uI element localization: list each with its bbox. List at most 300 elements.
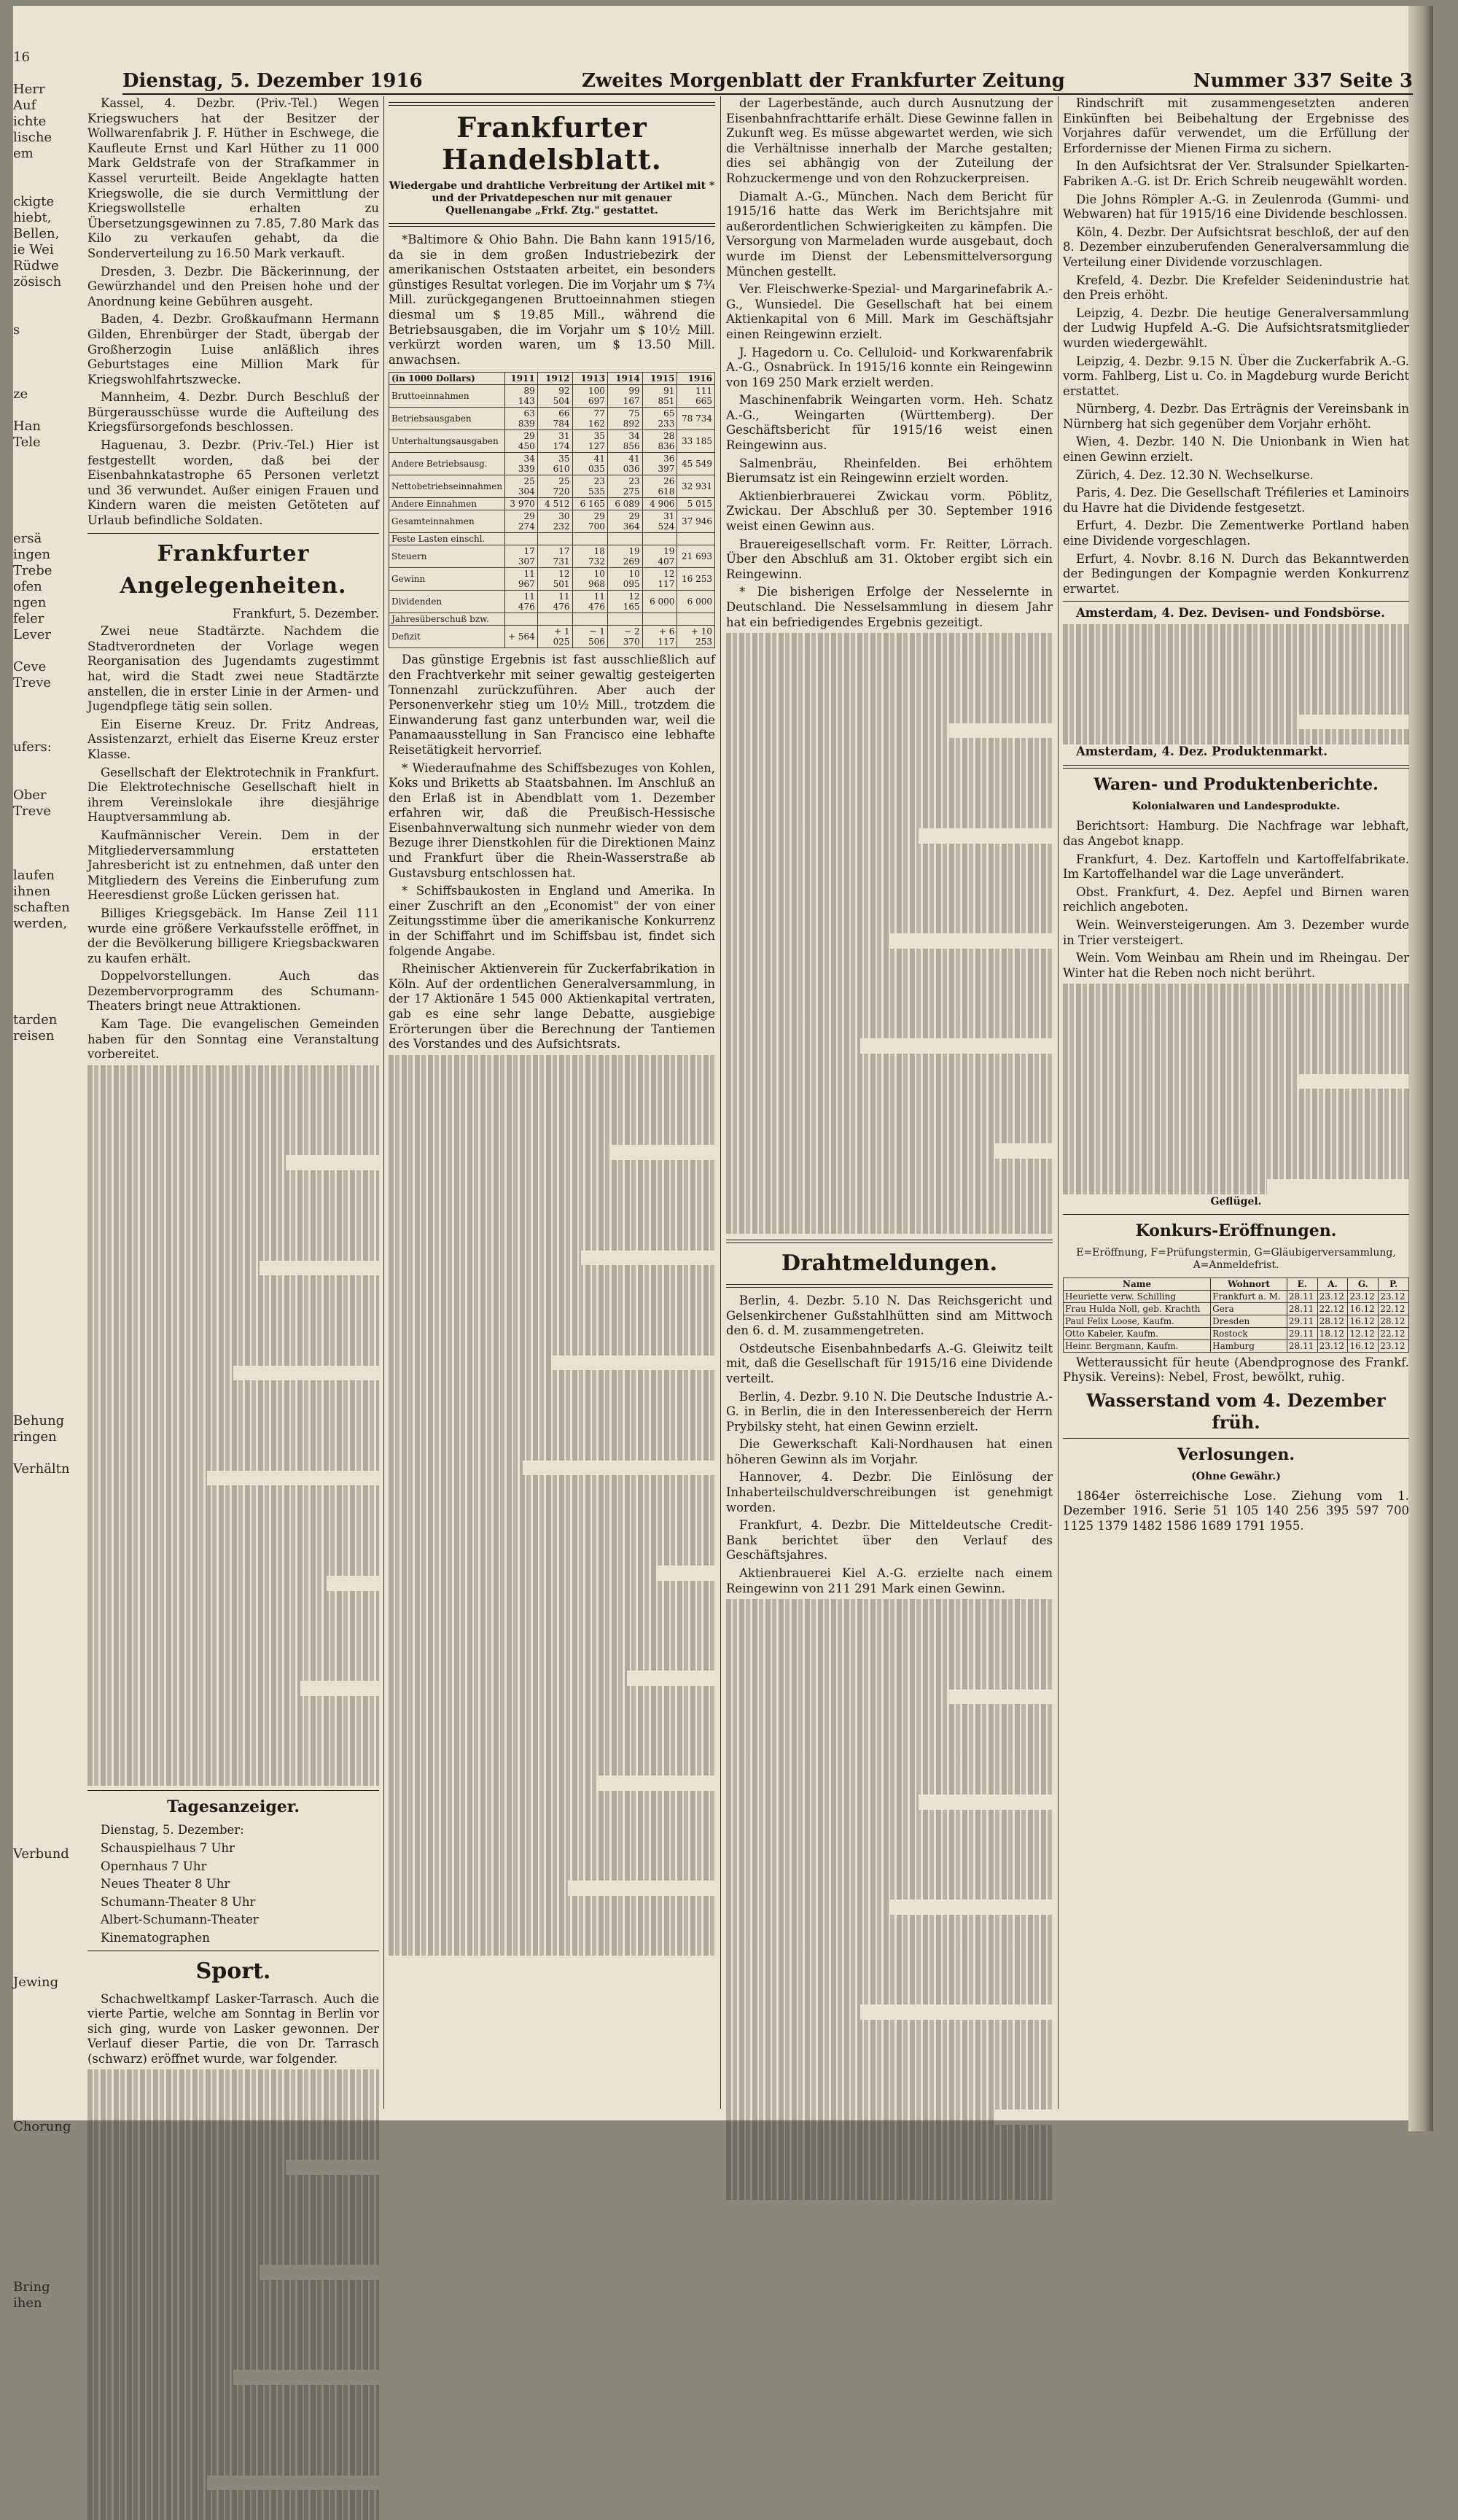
margin-fragment	[13, 1092, 42, 1108]
table-cell: − 1 506	[572, 626, 607, 648]
margin-fragment: werden,	[13, 916, 68, 931]
table-cell: 23.12	[1379, 1290, 1409, 1302]
margin-fragment	[13, 996, 42, 1012]
margin-fragment	[13, 1878, 42, 1894]
article-paragraph: Kam Tage. Die evangelischen Gemeinden haben für den Sonntag eine Veranstaltung vorbereitet.	[87, 1017, 379, 1062]
section-title-wasserstand: Wasserstand vom 4. Dezember früh.	[1086, 1389, 1386, 1433]
amsterdam-fx-heading: Amsterdam, 4. Dez. Devisen- und Fondsbörse.	[1076, 606, 1385, 621]
tagesanzeiger-entry: Schumann-Theater 8 Uhr	[101, 1894, 256, 1909]
article-paragraph: der Lagerbestände, auch durch Ausnutzung der Eisenbahnfrachttarife erhält. Diese Gewinne fallen in Zukunft weg. Es müsse abgewartet werden, wie sich die Verhältnisse innerhalb der Marche gestalten; dies sei abhängig von der Zuteilung der Rohzuckermenge und von den Rohzuckerpreisen.	[726, 96, 1053, 185]
article-paragraph: Leipzig, 4. Dezbr. 9.15 N. Über die Zuckerfabrik A.-G. vorm. Fahlberg, List u. Co. in Magdeburg wurde Bericht erstattet.	[1063, 354, 1409, 398]
table-cell: 41 036	[607, 453, 642, 475]
table-header: 1913	[572, 373, 607, 385]
margin-fragment	[13, 1509, 42, 1525]
table-cell: 29 274	[505, 510, 538, 533]
margin-fragment	[13, 1942, 42, 1959]
margin-fragment	[13, 290, 42, 306]
table-cell: 28.11	[1287, 1290, 1317, 1302]
table-row	[389, 408, 715, 430]
margin-fragment	[13, 1076, 42, 1092]
table-row	[389, 591, 715, 613]
margin-fragment	[13, 1686, 42, 1702]
table-header: 1912	[537, 373, 572, 385]
article-paragraph: *Baltimore & Ohio Bahn. Die Bahn kann 1915/16, da sie in dem großen Industriebezirk der amerikanischen Oststaaten arbeitet, ein besonders günstiges Resultat vorlegen. Die im Vorjahr um $ 7¾ Mill. zurückgegangenen Bruttoeinnahmen stiegen diesmal um $ 19.85 Mill., während die Betriebsausgaben, die im Vorjahr um $ 10½ Mill. verkürzt worden waren, um $ 13.50 Mill. anwachsen.	[389, 233, 715, 367]
table-cell: 23.12	[1317, 1339, 1348, 1352]
table-cell	[642, 533, 677, 545]
table-cell: 29 364	[607, 510, 642, 533]
margin-fragment	[13, 2135, 42, 2151]
article-paragraph: Obst. Frankfurt, 4. Dez. Aepfel und Birnen waren reichlich angeboten.	[1063, 884, 1409, 914]
margin-fragment	[13, 1445, 42, 1461]
margin-fragment	[13, 1124, 42, 1140]
table-cell: 25 720	[537, 475, 572, 498]
article-paragraph: * Die bisherigen Erfolge der Nesselernte in Deutschland. Die Nesselsammlung in diesem Jahr hat ein befriedigendes Ergebnis gezeitigt.	[726, 585, 1053, 629]
margin-fragment	[13, 467, 42, 483]
margin-fragment	[13, 2167, 42, 2183]
article-text-lines	[726, 1599, 1053, 2200]
table-cell: Frau Hulda Noll, geb. Krachth	[1064, 1302, 1211, 1315]
article-paragraph: Rindschrift mit zusammengesetzten anderen Einkünften bei Beibehaltung der Ergebnisse des Vorjahres dafür verwendet, um die Erfüllung der Erfordernisse der Mienen Firma zu sichern.	[1063, 96, 1409, 155]
margin-fragment	[13, 980, 42, 996]
margin-fragment: ofen	[13, 579, 42, 594]
margin-fragment	[13, 1654, 42, 1670]
margin-fragment	[13, 948, 42, 964]
margin-fragment	[13, 2263, 42, 2279]
margin-fragment: ngen	[13, 595, 47, 610]
article-paragraph: Dresden, 3. Dezbr. Die Bäckerinnung, der Gewürzhandel und den Preisen hohe und der Anordnung keine Gebühren ausgeht.	[87, 264, 379, 308]
column-4	[1063, 96, 1409, 2109]
article-text-lines	[1063, 624, 1409, 744]
article-paragraph: Maschinenfabrik Weingarten vorm. Heh. Schatz A.-G., Weingarten (Württemberg). Der Geschäftsbericht für 1915/16 weist einen Reingewinn aus.	[726, 393, 1053, 453]
margin-fragment: Behung	[13, 1413, 65, 1428]
margin-fragment	[13, 2103, 42, 2119]
margin-fragment	[13, 1365, 42, 1381]
page-header	[122, 70, 1413, 95]
margin-fragment	[13, 1349, 42, 1365]
margin-fragment	[13, 1140, 42, 1156]
margin-fragment	[13, 1991, 42, 2007]
table-cell: 5 015	[677, 498, 715, 510]
margin-fragment	[13, 1830, 42, 1846]
table-cell: 12 117	[642, 568, 677, 591]
table-cell: 26 618	[642, 475, 677, 498]
article-paragraph: Kassel, 4. Dezbr. (Priv.-Tel.) Wegen Kriegswuchers hat der Besitzer der Wollwarenfabrik J. F. Hüther in Eschwege, die Kaufleute Ernst und Karl Hüther zu 11 000 Mark Geldstrafe von der Strafkammer in Kassel verurteilt. Beide Angeklagte hatten Kriegswolle, die sie durch Vermittlung der Kriegswollstelle erhalten zu Übersetzungsgewinnen zu 7.85, 7.80 Mark das Kilo zu verkaufen gehabt, da die Sonderverteilung zu 16.50 Mark verkauft.	[87, 96, 379, 260]
margin-fragment	[13, 1397, 42, 1413]
table-cell: 25 304	[505, 475, 538, 498]
margin-fragment	[13, 755, 42, 771]
table-cell: 18 732	[572, 545, 607, 568]
table-row	[389, 498, 715, 510]
verlosungen-text: 1864er österreichische Lose. Ziehung vom 1. Dezember 1916. Serie 51 105 140 256 395 597 700 1125 1379 1482 1586 1689 1791 1955.	[1063, 1488, 1409, 1533]
section-subtitle: Wiedergabe und drahtliche Verbreitung der Artikel mit * und der Privatdepeschen nur mit genauer Quellenangabe „Frkf. Ztg." gestattet.	[389, 180, 715, 217]
margin-fragment	[13, 1269, 42, 1285]
table-cell: 12.12	[1348, 1327, 1379, 1339]
margin-fragment: ihnen	[13, 884, 51, 899]
margin-fragment	[13, 1670, 42, 1686]
table-cell	[607, 613, 642, 626]
margin-fragment: tarden	[13, 1012, 58, 1027]
section-title-drahtmeldungen: Drahtmeldungen.	[781, 1250, 998, 1276]
table-cell: Hamburg	[1211, 1339, 1287, 1352]
margin-fragment: Verhältn	[13, 1461, 70, 1477]
table-row	[1064, 1315, 1409, 1327]
table-cell: 16.12	[1348, 1315, 1379, 1327]
table-cell: 100 697	[572, 385, 607, 408]
article-paragraph: Schachweltkampf Lasker-Tarrasch. Auch die vierte Partie, welche am Sonntag in Berlin vor sich ging, wurde von Lasker gewonnen. Der Verlauf dieser Partie, die von Dr. Tarrasch (schwarz) eröffnet wurde, war folgender.	[87, 1991, 379, 2066]
margin-fragment	[13, 1766, 42, 1782]
margin-fragment	[13, 1108, 42, 1124]
table-cell: 23.12	[1317, 1290, 1348, 1302]
article-paragraph: Paris, 4. Dez. Die Gesellschaft Tréfileries et Laminoirs du Havre hat die Dividende festgesetzt.	[1063, 486, 1409, 515]
header-date: Dienstag, 5. Dezember 1916	[122, 70, 423, 92]
margin-fragment: ingen	[13, 547, 51, 562]
margin-fragment: ckigte	[13, 194, 55, 209]
table-header: (in 1000 Dollars)	[389, 373, 505, 385]
table-cell: 22.12	[1379, 1302, 1409, 1315]
table-row	[389, 475, 715, 498]
article-paragraph: Die Gewerkschaft Kali-Nordhausen hat einen höheren Gewinn als im Vorjahr.	[726, 1437, 1053, 1466]
margin-fragment: Tele	[13, 435, 41, 450]
tagesanzeiger-entry: Kinematographen	[101, 1930, 210, 1945]
table-cell: 23.12	[1348, 1290, 1379, 1302]
article-text-lines	[389, 1055, 715, 1956]
column-rule	[720, 96, 721, 2109]
table-cell: Defizit	[389, 626, 505, 648]
table-header: Name	[1064, 1278, 1211, 1290]
table-cell: 11 967	[505, 568, 538, 591]
article-paragraph: Zwei neue Stadtärzte. Nachdem die Stadtverordneten der Vorlage wegen Reorganisation des Jugendamts zugestimmt hat, wird die Stadt zwei neue Stadtärzte anstellen, die in erster Linie in der Armen- und Jugendpflege tätig sein sollen.	[87, 624, 379, 714]
table-row	[389, 568, 715, 591]
margin-fragment	[13, 354, 42, 370]
table-cell: 16.12	[1348, 1339, 1379, 1352]
margin-fragment: Herr	[13, 82, 45, 97]
table-cell: 22.12	[1317, 1302, 1348, 1315]
margin-fragment	[13, 499, 42, 515]
margin-fragment	[13, 1574, 42, 1590]
table-cell: 30 232	[537, 510, 572, 533]
article-paragraph: Haguenau, 3. Dezbr. (Priv.-Tel.) Hier ist festgestellt worden, daß bei der Eisenbahnkatastrophe 65 Personen verletzt und 36 verwundet. Außer einigen Frauen und Kindern waren die meisten Getöteten auf Urlaub befindliche Soldaten.	[87, 438, 379, 528]
table-cell: 89 143	[505, 385, 538, 408]
margin-fragment	[13, 1926, 42, 1942]
table-cell: 32 931	[677, 475, 715, 498]
margin-fragment: ersä	[13, 531, 42, 546]
margin-fragment: 16	[13, 50, 30, 65]
article-text-lines	[1063, 984, 1409, 1194]
table-cell: 28.12	[1317, 1315, 1348, 1327]
header-page-number: Nummer 337 Seite 3	[1193, 70, 1413, 92]
section-title-gefluegel: Geflügel.	[1210, 1195, 1262, 1208]
margin-fragment	[13, 2231, 42, 2247]
table-cell: 77 162	[572, 408, 607, 430]
margin-fragment: s	[13, 322, 20, 338]
table-cell: 28.11	[1287, 1339, 1317, 1352]
margin-fragment	[13, 1718, 42, 1734]
table-cell	[572, 533, 607, 545]
table-cell: Otto Kabeler, Kaufm.	[1064, 1327, 1211, 1339]
section-title-konkurs: Konkurs-Eröffnungen.	[1135, 1221, 1337, 1240]
margin-fragment	[13, 370, 42, 386]
margin-fragment: Rüdwe	[13, 258, 59, 273]
table-header: E.	[1287, 1278, 1317, 1290]
article-paragraph: Hannover, 4. Dezbr. Die Einlösung der Inhaberteilschuldverschreibungen ist genehmigt worden.	[726, 1470, 1053, 1514]
table-cell	[607, 533, 642, 545]
margin-fragment	[13, 1606, 42, 1622]
article-paragraph: Ostdeutsche Eisenbahnbedarfs A.-G. Gleiwitz teilt mit, daß die Gesellschaft für 1915/16 eine Dividende verteilt.	[726, 1341, 1053, 1385]
table-cell: 33 185	[677, 430, 715, 453]
margin-fragment: zösisch	[13, 274, 62, 289]
margin-fragment	[13, 1702, 42, 1718]
table-cell: − 2 370	[607, 626, 642, 648]
table-cell: 18.12	[1317, 1327, 1348, 1339]
margin-fragment	[13, 162, 42, 178]
article-paragraph: Salmenbräu, Rheinfelden. Bei erhöhtem Bierumsatz ist ein Reingewinn erzielt worden.	[726, 456, 1053, 486]
table-cell: 29 700	[572, 510, 607, 533]
tagesanzeiger-entry: Dienstag, 5. Dezember:	[101, 1823, 244, 1838]
margin-fragment	[13, 691, 42, 707]
table-header: 1915	[642, 373, 677, 385]
article-paragraph: In den Aufsichtsrat der Ver. Stralsunder Spielkarten-Fabriken A.-G. ist Dr. Erich Schreib neugewählt worden.	[1063, 159, 1409, 188]
margin-fragment	[13, 1237, 42, 1253]
table-header: 1916	[677, 373, 715, 385]
tagesanzeiger-entry: Opernhaus 7 Uhr	[101, 1859, 207, 1873]
margin-fragment	[13, 820, 42, 836]
left-margin-text	[13, 50, 71, 2311]
margin-fragment: Lever	[13, 627, 52, 642]
table-row	[389, 626, 715, 648]
table-cell: 12 501	[537, 568, 572, 591]
section-title-waren: Waren- und Produktenberichte.	[1094, 775, 1379, 795]
table-cell: 91 851	[642, 385, 677, 408]
section-title-handelsblatt: Frankfurter Handelsblatt.	[442, 111, 662, 176]
table-cell	[642, 613, 677, 626]
margin-fragment	[13, 1189, 42, 1205]
section-subtitle-kolonial: Kolonialwaren und Landesprodukte.	[1131, 801, 1341, 813]
margin-fragment	[13, 402, 42, 419]
table-cell: 3 970	[505, 498, 538, 510]
article-paragraph: Die Johns Römpler A.-G. in Zeulenroda (Gummi- und Webwaren) hat für 1915/16 eine Dividende beschlossen.	[1063, 192, 1409, 222]
table-cell: 23 535	[572, 475, 607, 498]
table-cell: + 6 117	[642, 626, 677, 648]
table-header: Wohnort	[1211, 1278, 1287, 1290]
table-cell: 23 275	[607, 475, 642, 498]
margin-fragment	[13, 1894, 42, 1910]
table-cell: 29.11	[1287, 1315, 1317, 1327]
table-row	[389, 510, 715, 533]
article-paragraph: Zürich, 4. Dez. 12.30 N. Wechselkurse.	[1076, 467, 1314, 482]
section-title-sport: Sport.	[195, 1958, 271, 1984]
margin-fragment	[13, 1317, 42, 1333]
table-cell: Betriebsausgaben	[389, 408, 505, 430]
section-title-tagesanzeiger: Tagesanzeiger.	[167, 1797, 300, 1817]
section-dateline: Frankfurt, 5. Dezember.	[232, 606, 379, 621]
konkurs-table	[1063, 1278, 1409, 1353]
table-cell: 45 549	[677, 453, 715, 475]
weather-forecast: Wetteraussicht für heute (Abendprognose des Frankf. Physik. Vereins): Nebel, Frost, bewölkt, ruhig.	[1063, 1355, 1409, 1385]
margin-fragment	[13, 1381, 42, 1397]
column-rule	[383, 96, 384, 2109]
margin-fragment	[13, 1558, 42, 1574]
table-cell: 21 693	[677, 545, 715, 568]
table-row	[389, 533, 715, 545]
table-cell: 29.11	[1287, 1327, 1317, 1339]
margin-fragment	[13, 1205, 42, 1221]
article-paragraph: Aktienbierbrauerei Zwickau vorm. Pöblitz, Zwickau. Der Abschluß per 30. September 1916 weist einen Gewinn aus.	[726, 489, 1053, 534]
table-cell: 75 892	[607, 408, 642, 430]
margin-fragment: ie Wei	[13, 242, 54, 257]
article-paragraph: Gesellschaft der Elektrotechnik in Frankfurt. Die Elektrotechnische Gesellschaft hielt in ihrem Vereinslokale ihre diesjährige Hauptversammlung ab.	[87, 765, 379, 825]
article-paragraph: Berlin, 4. Dezbr. 5.10 N. Das Reichsgericht und Gelsenkirchener Gußstahlhütten sind am Mittwoch den 6. d. M. zusammengetreten.	[726, 1293, 1053, 1338]
table-cell: 16.12	[1348, 1302, 1379, 1315]
margin-fragment: schaften	[13, 900, 70, 915]
margin-fragment: Verbund	[13, 1846, 69, 1862]
article-paragraph: Diamalt A.-G., München. Nach dem Bericht für 1915/16 hatte das Werk im Berichtsjahre mit außerordentlichen Schwierigkeiten zu kämpfen. Die Versorgung von Marmeladen wurde ausgebaut, doch wurde im Dienst der Lebensmittelversorgung München gestellt.	[726, 189, 1053, 279]
article-text-lines	[87, 1065, 379, 1786]
margin-fragment	[13, 1862, 42, 1878]
margin-fragment	[13, 1060, 42, 1076]
margin-fragment	[13, 1798, 42, 1814]
table-row	[1064, 1339, 1409, 1352]
header-paper-title: Zweites Morgenblatt der Frankfurter Zeitung	[582, 70, 1065, 92]
table-cell: 6 089	[607, 498, 642, 510]
margin-fragment	[13, 1301, 42, 1317]
table-header: P.	[1379, 1278, 1409, 1290]
margin-fragment: reisen	[13, 1028, 55, 1043]
tagesanzeiger-entry: Neues Theater 8 Uhr	[101, 1877, 230, 1891]
article-paragraph: Krefeld, 4. Dezbr. Die Krefelder Seidenindustrie hat den Preis erhöht.	[1063, 273, 1409, 303]
margin-fragment	[13, 483, 42, 499]
section-title-angelegenheiten: Frankfurter Angelegenheiten.	[120, 540, 347, 599]
baltimore-ohio-table	[389, 372, 715, 648]
table-cell: Paul Felix Loose, Kaufm.	[1064, 1315, 1211, 1327]
margin-fragment	[13, 1750, 42, 1766]
table-header: 1914	[607, 373, 642, 385]
table-cell	[537, 533, 572, 545]
margin-fragment	[13, 306, 42, 322]
page-spine	[1408, 6, 1433, 2131]
table-cell: Gera	[1211, 1302, 1287, 1315]
margin-fragment	[13, 1221, 42, 1237]
table-cell: 19 269	[607, 545, 642, 568]
table-cell: 37 946	[677, 510, 715, 533]
table-cell: 6 000	[677, 591, 715, 613]
margin-fragment	[13, 1333, 42, 1349]
table-cell: Andere Betriebsausg.	[389, 453, 505, 475]
article-paragraph: Mannheim, 4. Dezbr. Durch Beschluß der Bürgerausschüsse wurde die Aufteilung des Kriegsfürsorgefonds beschlossen.	[87, 390, 379, 435]
margin-fragment	[13, 2071, 42, 2087]
verlosungen-disclaimer: (Ohne Gewähr.)	[1191, 1470, 1281, 1482]
newspaper-page	[13, 6, 1433, 2311]
article-paragraph: * Wiederaufnahme des Schiffsbezuges von Kohlen, Koks und Briketts ab Staatsbahnen. Im Anschluß an den Erlaß ist in Abendblatt vom 1. Dezember erfahren wir, daß die Preußisch-Hessische Eisenbahnverwaltung sich nunmehr wieder von dem Bezuge ihrer Dienstkohlen für die Direktionen Mainz und Frankfurt über die Rhein-Wasserstraße ab Gustavsburg entschlossen hat.	[389, 761, 715, 880]
margin-fragment	[13, 932, 42, 948]
margin-fragment	[13, 178, 42, 194]
margin-fragment	[13, 2039, 42, 2055]
margin-fragment	[13, 1814, 42, 1830]
margin-fragment	[13, 1622, 42, 1638]
table-cell	[677, 613, 715, 626]
table-cell: 17 731	[537, 545, 572, 568]
margin-fragment	[13, 1959, 42, 1975]
margin-fragment	[13, 964, 42, 980]
article-paragraph: * Schiffsbaukosten in England und Amerika. In einer Zuschrift an den „Economist" der von einer Zeitungsstimme über die amerikanische Konkurrenz in der Schiffahrt und im Schiffsbau ist, findet sich folgende Angabe.	[389, 884, 715, 958]
table-cell: Heuriette verw. Schilling	[1064, 1290, 1211, 1302]
table-cell: 6 165	[572, 498, 607, 510]
margin-fragment	[13, 1172, 42, 1189]
table-cell: 6 000	[642, 591, 677, 613]
table-cell: 16 253	[677, 568, 715, 591]
table-cell: 17 307	[505, 545, 538, 568]
table-cell: + 10 253	[677, 626, 715, 648]
table-cell: 28.11	[1287, 1302, 1317, 1315]
table-cell: 31 174	[537, 430, 572, 453]
table-cell	[537, 613, 572, 626]
table-cell: 78 734	[677, 408, 715, 430]
table-row	[389, 613, 715, 626]
table-cell: 34 339	[505, 453, 538, 475]
table-cell	[505, 533, 538, 545]
margin-fragment	[13, 1253, 42, 1269]
table-cell: Heinr. Bergmann, Kaufm.	[1064, 1339, 1211, 1352]
margin-fragment: Auf	[13, 98, 36, 113]
table-cell: Dividenden	[389, 591, 505, 613]
table-cell: Jahresüberschuß bzw.	[389, 613, 505, 626]
article-text-lines	[87, 2069, 379, 2520]
table-cell: 66 784	[537, 408, 572, 430]
table-row	[1064, 1302, 1409, 1315]
table-cell: 28.12	[1379, 1315, 1409, 1327]
margin-fragment	[13, 1541, 42, 1558]
article-paragraph: Erfurt, 4. Novbr. 8.16 N. Durch das Bekanntwerden der Bedingungen der Kompagnie werden Konkurrenz erwartet.	[1063, 551, 1409, 596]
table-cell: Gewinn	[389, 568, 505, 591]
table-cell: + 1 025	[537, 626, 572, 648]
amsterdam-products-heading: Amsterdam, 4. Dez. Produktenmarkt.	[1076, 744, 1328, 758]
article-paragraph: Frankfurt, 4. Dez. Kartoffeln und Kartoffelfabrikate. Im Kartoffelhandel war die Lage unverändert.	[1063, 852, 1409, 882]
article-paragraph: Rheinischer Aktienverein für Zuckerfabrikation in Köln. Auf der ordentlichen Generalversammlung, in der 17 Aktionäre 1 545 000 Aktienkapital vertraten, gab es eine sehr lange Debatte, ausgiebige Erörterungen über die Berechnung der Tantiemen des Vorstandes und des Aufsichtsrats.	[389, 962, 715, 1051]
table-cell: 92 504	[537, 385, 572, 408]
margin-fragment: feler	[13, 611, 44, 626]
table-header: 1911	[505, 373, 538, 385]
table-row	[1064, 1290, 1409, 1302]
article-paragraph: Leipzig, 4. Dezbr. Die heutige Generalversammlung der Ludwig Hupfeld A.-G. Die Aufsichtsratsmitglieder wurden wiedergewählt.	[1063, 306, 1409, 350]
margin-fragment: Treve	[13, 675, 52, 691]
column-1	[87, 96, 379, 2109]
margin-fragment	[13, 1044, 42, 1060]
margin-fragment	[13, 1477, 42, 1493]
margin-fragment	[13, 771, 42, 788]
margin-fragment	[13, 1285, 42, 1301]
margin-fragment: Ceve	[13, 659, 47, 674]
tagesanzeiger-entry: Schauspielhaus 7 Uhr	[101, 1840, 235, 1855]
margin-fragment	[13, 515, 42, 531]
table-cell: 10 095	[607, 568, 642, 591]
margin-fragment	[13, 2023, 42, 2039]
margin-fragment	[13, 1493, 42, 1509]
table-cell: 4 906	[642, 498, 677, 510]
table-cell: 41 035	[572, 453, 607, 475]
margin-fragment: Trebe	[13, 563, 52, 578]
margin-fragment	[13, 2199, 42, 2215]
column-rule	[1058, 96, 1059, 2109]
margin-fragment	[13, 1734, 42, 1750]
margin-fragment	[13, 2087, 42, 2103]
table-cell: 35 610	[537, 453, 572, 475]
article-paragraph: Ein Eiserne Kreuz. Dr. Fritz Andreas, Assistenzarzt, erhielt das Eiserne Kreuz erster Klasse.	[87, 717, 379, 761]
margin-fragment	[13, 338, 42, 354]
article-paragraph: Köln, 4. Dezbr. Der Aufsichtsrat beschloß, der auf den 8. Dezember einzuberufenden Generalversammlung die Verteilung einer Dividende vorzuschlagen.	[1063, 225, 1409, 269]
section-title-verlosungen: Verlosungen.	[1177, 1444, 1295, 1464]
table-cell: 11 476	[572, 591, 607, 613]
table-cell: 65 233	[642, 408, 677, 430]
article-paragraph: Baden, 4. Dezbr. Großkaufmann Hermann Gilden, Ehrenbürger der Stadt, übergab der Großherzogin Luise anläßlich ihres Geburtstages eine Million Mark für Kriegswohlfahrtszwecke.	[87, 312, 379, 386]
